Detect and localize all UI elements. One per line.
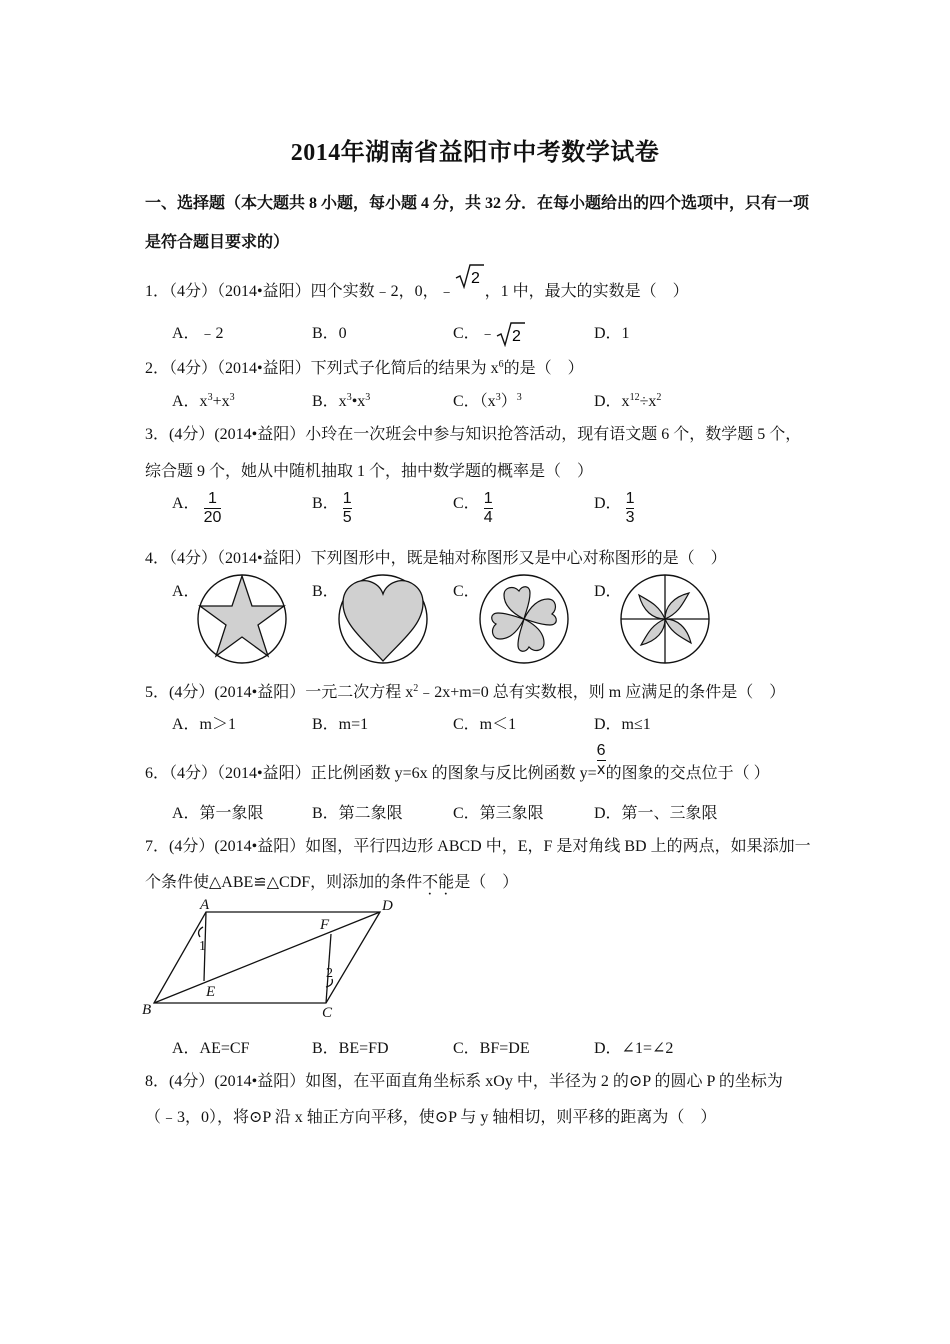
- vertex-label-c: C: [322, 1005, 333, 1020]
- q7-option-a[interactable]: A．AE=CF: [172, 1040, 250, 1057]
- vertex-label-a: A: [200, 897, 210, 913]
- question-6-stem: [145, 742, 770, 783]
- emphasis-bu: 不: [422, 874, 439, 891]
- q3-option-d[interactable]: D． $\frac{1}{3}$: [594, 490, 635, 526]
- q6-option-b[interactable]: B．第二象限: [312, 805, 403, 822]
- point-label-e: E: [206, 984, 216, 1000]
- sqrt-symbol-icon: [455, 263, 485, 289]
- q2-option-d[interactable]: D．$x^{12}\div x^2$: [594, 392, 662, 410]
- section-heading-line2: 是符合题目要求的）: [145, 234, 290, 251]
- q6-stem-tail: 的图象的交点位于（ ）: [605, 765, 770, 783]
- q6-option-a[interactable]: A．第一象限: [172, 805, 264, 822]
- question-8-line1: 8．(4分）(2014•益阳）如图，在平面直角坐标系 xOy 中，半径为 2 的⊙P 的圆心 P 的坐标为: [145, 1073, 783, 1090]
- q3-option-a[interactable]: A． $\frac{1}{20}$: [172, 490, 222, 526]
- q1-option-c[interactable]: [453, 320, 526, 347]
- q2-stem-tail: 的是（ ）: [503, 360, 584, 377]
- q4-option-a-label[interactable]: A．: [172, 583, 200, 600]
- q1-stem-part1: 1．（4分）（2014•益阳）四个实数﹣2，0，﹣: [145, 283, 455, 300]
- q4-figure-clover-in-circle[interactable]: [476, 573, 572, 665]
- question-8-line2: （﹣3，0），将⊙P 沿 x 轴正方向平移，使⊙P 与 y 轴相切，则平移的距离为（ ）: [145, 1109, 717, 1126]
- q2-option-a[interactable]: A．$x^3+x^3$: [172, 392, 235, 410]
- q5-option-d[interactable]: D．m≤1: [594, 716, 651, 733]
- q4-figure-pinwheel-in-circle[interactable]: [617, 573, 713, 665]
- q1-option-c-label: C．﹣: [453, 325, 496, 342]
- q1-option-b[interactable]: B．0: [312, 325, 347, 342]
- q4-figure-heart-in-circle[interactable]: [335, 573, 431, 665]
- question-7-line1: 7．(4分）(2014•益阳）如图，平行四边形 ABCD 中，E，F 是对角线 BD 上的两点，如果添加一: [145, 838, 811, 855]
- q7-parallelogram-figure: [140, 895, 400, 1020]
- sqrt-radicand-c: 2: [511, 328, 521, 346]
- point-label-f: F: [320, 917, 330, 933]
- q2-stem-text: 2．（4分）（2014•益阳）下列式子化简后的结果为 x: [145, 360, 499, 377]
- emphasis-neng: 能: [438, 874, 455, 891]
- q3-option-b[interactable]: B． $\frac{1}{5}$: [312, 490, 352, 526]
- q7-option-d[interactable]: D．∠1=∠2: [594, 1040, 674, 1057]
- q7-option-c[interactable]: C．BF=DE: [453, 1040, 530, 1057]
- q1-stem-part2: ，1 中，最大的实数是（ ）: [484, 283, 689, 300]
- sqrt-radicand: 2: [470, 270, 480, 288]
- question-7-line2: 个条件使△ABE≌△CDF，则添加的条件不能是（ ）: [145, 874, 519, 891]
- q5-stem-exponent: 2: [413, 683, 419, 694]
- q1-option-d[interactable]: D．1: [594, 325, 630, 342]
- q5-option-a[interactable]: A．m＞1: [172, 716, 237, 733]
- angle-label-1: 1: [199, 939, 206, 954]
- q5-stem-tail: ﹣2x+m=0 总有实数根，则 m 应满足的条件是（ ）: [418, 684, 786, 701]
- question-3-line1: 3．(4分）(2014•益阳）小玲在一次班会中参与知识抢答活动，现有语文题 6 个，数学题 5 个，: [145, 426, 802, 443]
- q5-option-c[interactable]: C．m＜1: [453, 716, 517, 733]
- q2-option-c[interactable]: C．$(x^3)^3$: [453, 392, 522, 410]
- angle-label-2: 2: [326, 966, 333, 981]
- question-2-stem: [145, 355, 584, 378]
- page-title: 2014年湖南省益阳市中考数学试卷: [290, 140, 660, 166]
- question-3-line2: 综合题 9 个，她从中随机抽取 1 个，抽中数学题的概率是（ ）: [145, 463, 594, 480]
- section-heading-line1: 一、选择题（本大题共 8 小题，每小题 4 分，共 32 分．在每小题给出的四个选项中，只有一项: [145, 195, 810, 212]
- q6-fraction-6-over-x: $\frac{6}{x}$: [596, 742, 606, 778]
- q4-option-c-label[interactable]: C．: [453, 583, 480, 600]
- q6-option-d[interactable]: D．第一、三象限: [594, 805, 718, 822]
- q2-stem-exponent: 6: [498, 359, 504, 370]
- q4-figure-star-in-circle[interactable]: [194, 573, 290, 665]
- q4-option-b-label[interactable]: B．: [312, 583, 339, 600]
- q5-stem-text: 5．(4分）(2014•益阳）一元二次方程 x: [145, 684, 414, 701]
- sqrt-symbol-icon: [496, 321, 526, 347]
- q5-option-b[interactable]: B．m=1: [312, 716, 369, 733]
- q3-option-c[interactable]: C． $\frac{1}{4}$: [453, 490, 493, 526]
- vertex-label-b: B: [142, 1002, 152, 1018]
- q7-option-b[interactable]: B．BE=FD: [312, 1040, 389, 1057]
- q1-option-a[interactable]: A．﹣2: [172, 325, 224, 342]
- vertex-label-d: D: [382, 898, 393, 914]
- question-5-stem: [145, 679, 785, 702]
- q2-option-b[interactable]: B．$x^3•x^3$: [312, 392, 371, 410]
- question-4-stem: 4．（4分）（2014•益阳）下列图形中，既是轴对称图形又是中心对称图形的是（ ）: [145, 550, 727, 567]
- q4-option-d-label[interactable]: D．: [594, 583, 622, 600]
- question-1-stem: [145, 270, 689, 305]
- q6-option-c[interactable]: C．第三象限: [453, 805, 544, 822]
- q6-stem-text: 6．（4分）（2014•益阳）正比例函数 y=6x 的图象与反比例函数 y=: [145, 765, 597, 783]
- sqrt2-expression: [455, 263, 485, 289]
